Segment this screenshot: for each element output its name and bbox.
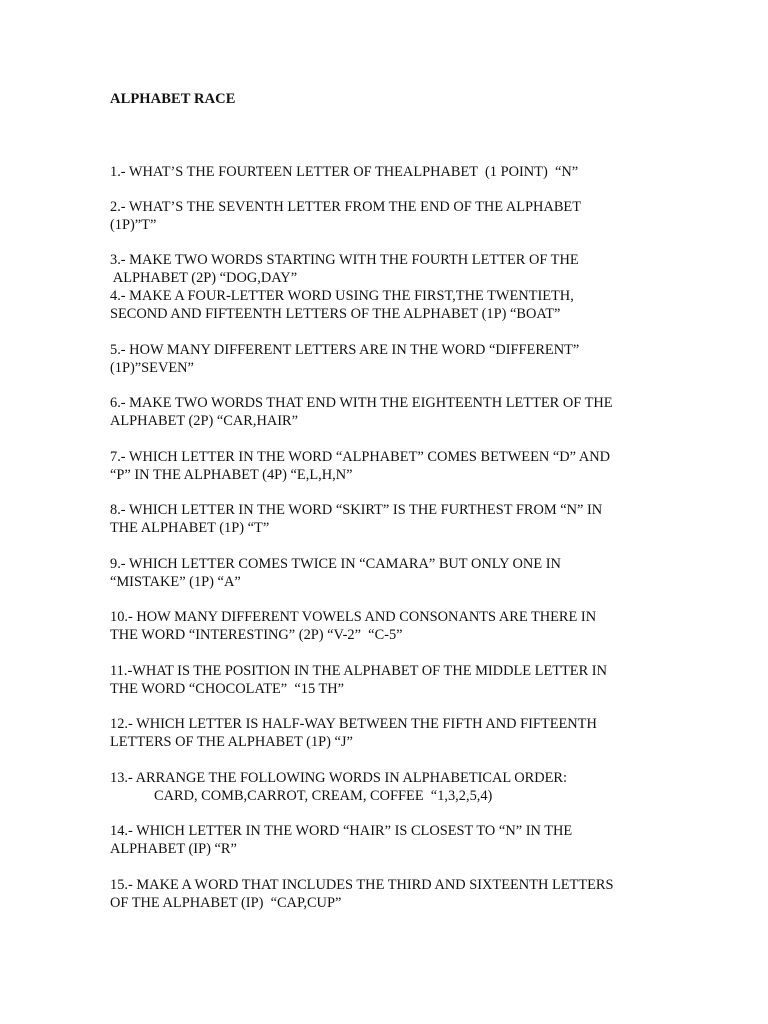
question-10-line-2: THE WORD “INTERESTING” (2P) “V-2” “C-5” [110,627,403,643]
question-7-line-2: “P” IN THE ALPHABET (4P) “E,L,H,N” [110,467,353,483]
question-2-line-2: (1P)”T” [110,217,157,233]
question-10-line-1: 10.- HOW MANY DIFFERENT VOWELS AND CONSONANTS ARE THERE IN [110,609,597,625]
question-4-line-2: SECOND AND FIFTEENTH LETTERS OF THE ALPHABET (1P) “BOAT” [110,306,561,322]
question-6-line-1: 6.- MAKE TWO WORDS THAT END WITH THE EIGHTEENTH LETTER OF THE [110,395,613,411]
question-15-line-1: 15.- MAKE A WORD THAT INCLUDES THE THIRD AND SIXTEENTH LETTERS [110,877,614,893]
question-13-line-1: 13.- ARRANGE THE FOLLOWING WORDS IN ALPHABETICAL ORDER: [110,770,568,786]
question-14-line-1: 14.- WHICH LETTER IN THE WORD “HAIR” IS CLOSEST TO “N” IN THE [110,823,573,839]
question-9-line-1: 9.- WHICH LETTER COMES TWICE IN “CAMARA” BUT ONLY ONE IN [110,556,561,572]
question-11-line-1: 11.-WHAT IS THE POSITION IN THE ALPHABET OF THE MIDDLE LETTER IN [110,663,607,679]
question-6-line-2: ALPHABET (2P) “CAR,HAIR” [110,413,299,429]
question-3-line-2: ALPHABET (2P) “DOG,DAY” [110,270,298,286]
question-15-line-2: OF THE ALPHABET (IP) “CAP,CUP” [110,895,342,911]
question-7-line-1: 7.- WHICH LETTER IN THE WORD “ALPHABET” COMES BETWEEN “D” AND [110,449,611,465]
question-8-line-1: 8.- WHICH LETTER IN THE WORD “SKIRT” IS THE FURTHEST FROM “N” IN [110,502,603,518]
document-title: ALPHABET RACE [110,91,236,107]
question-9-line-2: “MISTAKE” (1P) “A” [110,574,241,590]
question-8-line-2: THE ALPHABET (1P) “T” [110,520,270,536]
question-12-line-2: LETTERS OF THE ALPHABET (1P) “J” [110,734,353,750]
question-4-line-1: 4.- MAKE A FOUR-LETTER WORD USING THE FIRST,THE TWENTIETH, [110,288,574,304]
question-13-line-2: CARD, COMB,CARROT, CREAM, COFFEE “1,3,2,5,4) [154,788,493,804]
question-3-line-1: 3.- MAKE TWO WORDS STARTING WITH THE FOURTH LETTER OF THE [110,252,579,268]
question-5-line-1: 5.- HOW MANY DIFFERENT LETTERS ARE IN THE WORD “DIFFERENT” [110,342,580,358]
question-2-line-1: 2.- WHAT’S THE SEVENTH LETTER FROM THE END OF THE ALPHABET [110,199,582,215]
question-1-line-1: 1.- WHAT’S THE FOURTEEN LETTER OF THEALPHABET (1 POINT) “N” [110,164,579,180]
question-5-line-2: (1P)”SEVEN” [110,360,194,376]
question-12-line-1: 12.- WHICH LETTER IS HALF-WAY BETWEEN THE FIFTH AND FIFTEENTH [110,716,597,732]
question-14-line-2: ALPHABET (IP) “R” [110,841,237,857]
question-11-line-2: THE WORD “CHOCOLATE” “15 TH” [110,681,345,697]
